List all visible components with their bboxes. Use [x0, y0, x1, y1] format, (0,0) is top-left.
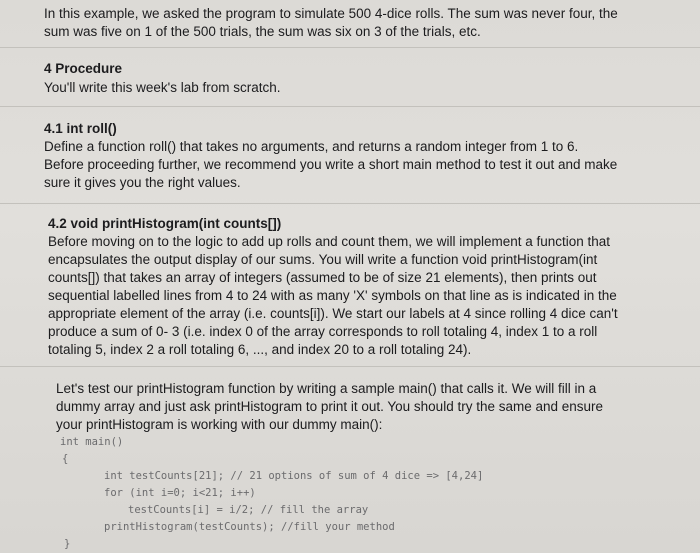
procedure-text: You'll write this week's lab from scratch.	[44, 80, 281, 95]
page-divider	[0, 366, 700, 367]
hist-line-1: Before moving on to the logic to add up rolls and count them, we will implement a function that	[48, 234, 611, 249]
code-line-7: }	[64, 538, 71, 550]
page-divider	[0, 203, 700, 204]
hist-line-2: encapsulates the output display of our sums. You will write a function void printHistogram(int	[48, 252, 598, 267]
code-line-4: for (int i=0; i<21; i++)	[104, 487, 256, 499]
code-line-5: testCounts[i] = i/2; // fill the array	[128, 504, 369, 516]
page-divider	[0, 47, 700, 48]
code-line-3: int testCounts[21]; // 21 options of sum of 4 dice => [4,24]	[104, 470, 484, 482]
hist-line-7: totaling 5, index 2 a roll totaling 6, ..., and index 20 to a roll totaling 24).	[48, 342, 472, 357]
code-line-2: {	[62, 453, 69, 465]
hist-line-6: produce a sum of 0- 3 (i.e. index 0 of the array corresponds to roll totaling 4, index 1 to a roll	[48, 324, 598, 339]
roll-line-3: sure it gives you the right values.	[44, 175, 241, 190]
roll-heading: 4.1 int roll()	[44, 121, 117, 136]
intro-line-2: sum was five on 1 of the 500 trials, the sum was six on 3 of the trials, etc.	[44, 24, 481, 39]
code-line-1: int main()	[60, 436, 124, 448]
code-line-6: printHistogram(testCounts); //fill your method	[104, 521, 395, 533]
test-line-3: your printHistogram is working with our dummy main():	[56, 417, 383, 432]
test-line-1: Let's test our printHistogram function by writing a sample main() that calls it. We will fill in a	[56, 381, 597, 396]
hist-heading: 4.2 void printHistogram(int counts[])	[48, 216, 282, 231]
test-line-2: dummy array and just ask printHistogram to print it out. You should try the same and ensure	[56, 399, 604, 414]
procedure-heading: 4 Procedure	[44, 61, 123, 76]
hist-line-5: appropriate element of the array (i.e. counts[i]). We start our labels at 4 since rolling 4 dice can't	[48, 306, 618, 321]
hist-line-4: sequential labelled lines from 4 to 24 with as many 'X' symbols on that line as is indicated in the	[48, 288, 617, 303]
page-divider	[0, 106, 700, 107]
hist-line-3: counts[]) that takes an array of integers (assumed to be of size 21 elements), then prints out	[48, 270, 597, 285]
roll-line-2: Before proceeding further, we recommend you write a short main method to test it out and make	[44, 157, 618, 172]
intro-line-1: In this example, we asked the program to simulate 500 4-dice rolls. The sum was never four, the	[44, 6, 618, 21]
roll-line-1: Define a function roll() that takes no arguments, and returns a random integer from 1 to 6.	[44, 139, 579, 154]
